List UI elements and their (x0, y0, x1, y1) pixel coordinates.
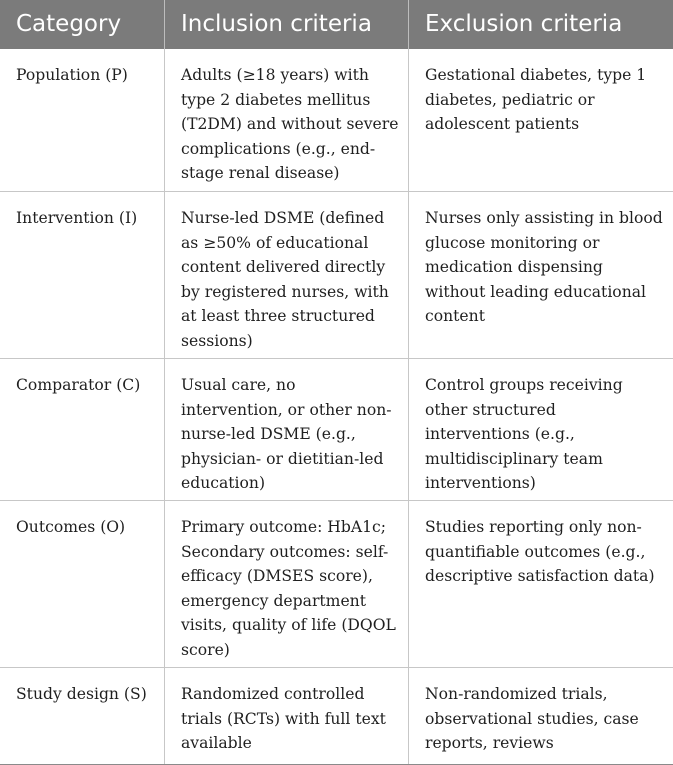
category-cell: Study design (S) (16, 685, 147, 703)
header-inclusion-criteria: Inclusion criteria (164, 0, 408, 49)
category-cell: Population (P) (16, 66, 128, 84)
exclusion-cell: Non-randomized trials, observational studies, case reports, reviews (408, 668, 673, 764)
header-category: Category (16, 11, 122, 37)
inclusion-cell: Usual care, no intervention, or other non-nurse-led DSME (e.g., physician- or dietitian-led education) (164, 359, 408, 500)
category-cell: Outcomes (O) (16, 518, 126, 536)
inclusion-cell: Adults (≥18 years) with type 2 diabetes mellitus (T2DM) and without severe complications (e.g., end-stage renal disease) (164, 49, 408, 191)
table-row (0, 668, 673, 764)
table-header (0, 0, 673, 49)
table-row (0, 192, 673, 359)
exclusion-cell: Gestational diabetes, type 1 diabetes, pediatric or adolescent patients (408, 49, 673, 191)
inclusion-cell: Randomized controlled trials (RCTs) with full text available (164, 668, 408, 764)
table-row (0, 359, 673, 501)
header-exclusion-criteria: Exclusion criteria (408, 0, 673, 49)
category-cell: Comparator (C) (16, 376, 141, 394)
exclusion-cell: Studies reporting only non-quantifiable outcomes (e.g., descriptive satisfaction data) (408, 501, 673, 667)
exclusion-cell: Nurses only assisting in blood glucose monitoring or medication dispensing without leading educational content (408, 192, 673, 358)
table-row (0, 49, 673, 192)
table-row (0, 501, 673, 668)
category-cell: Intervention (I) (16, 209, 138, 227)
exclusion-cell: Control groups receiving other structured interventions (e.g., multidisciplinary team interventions) (408, 359, 673, 500)
inclusion-cell: Primary outcome: HbA1c; Secondary outcomes: self-efficacy (DMSES score), emergency department visits, quality of life (DQOL score) (164, 501, 408, 667)
inclusion-cell: Nurse-led DSME (defined as ≥50% of educational content delivered directly by registered nurses, with at least three structured sessions) (164, 192, 408, 358)
